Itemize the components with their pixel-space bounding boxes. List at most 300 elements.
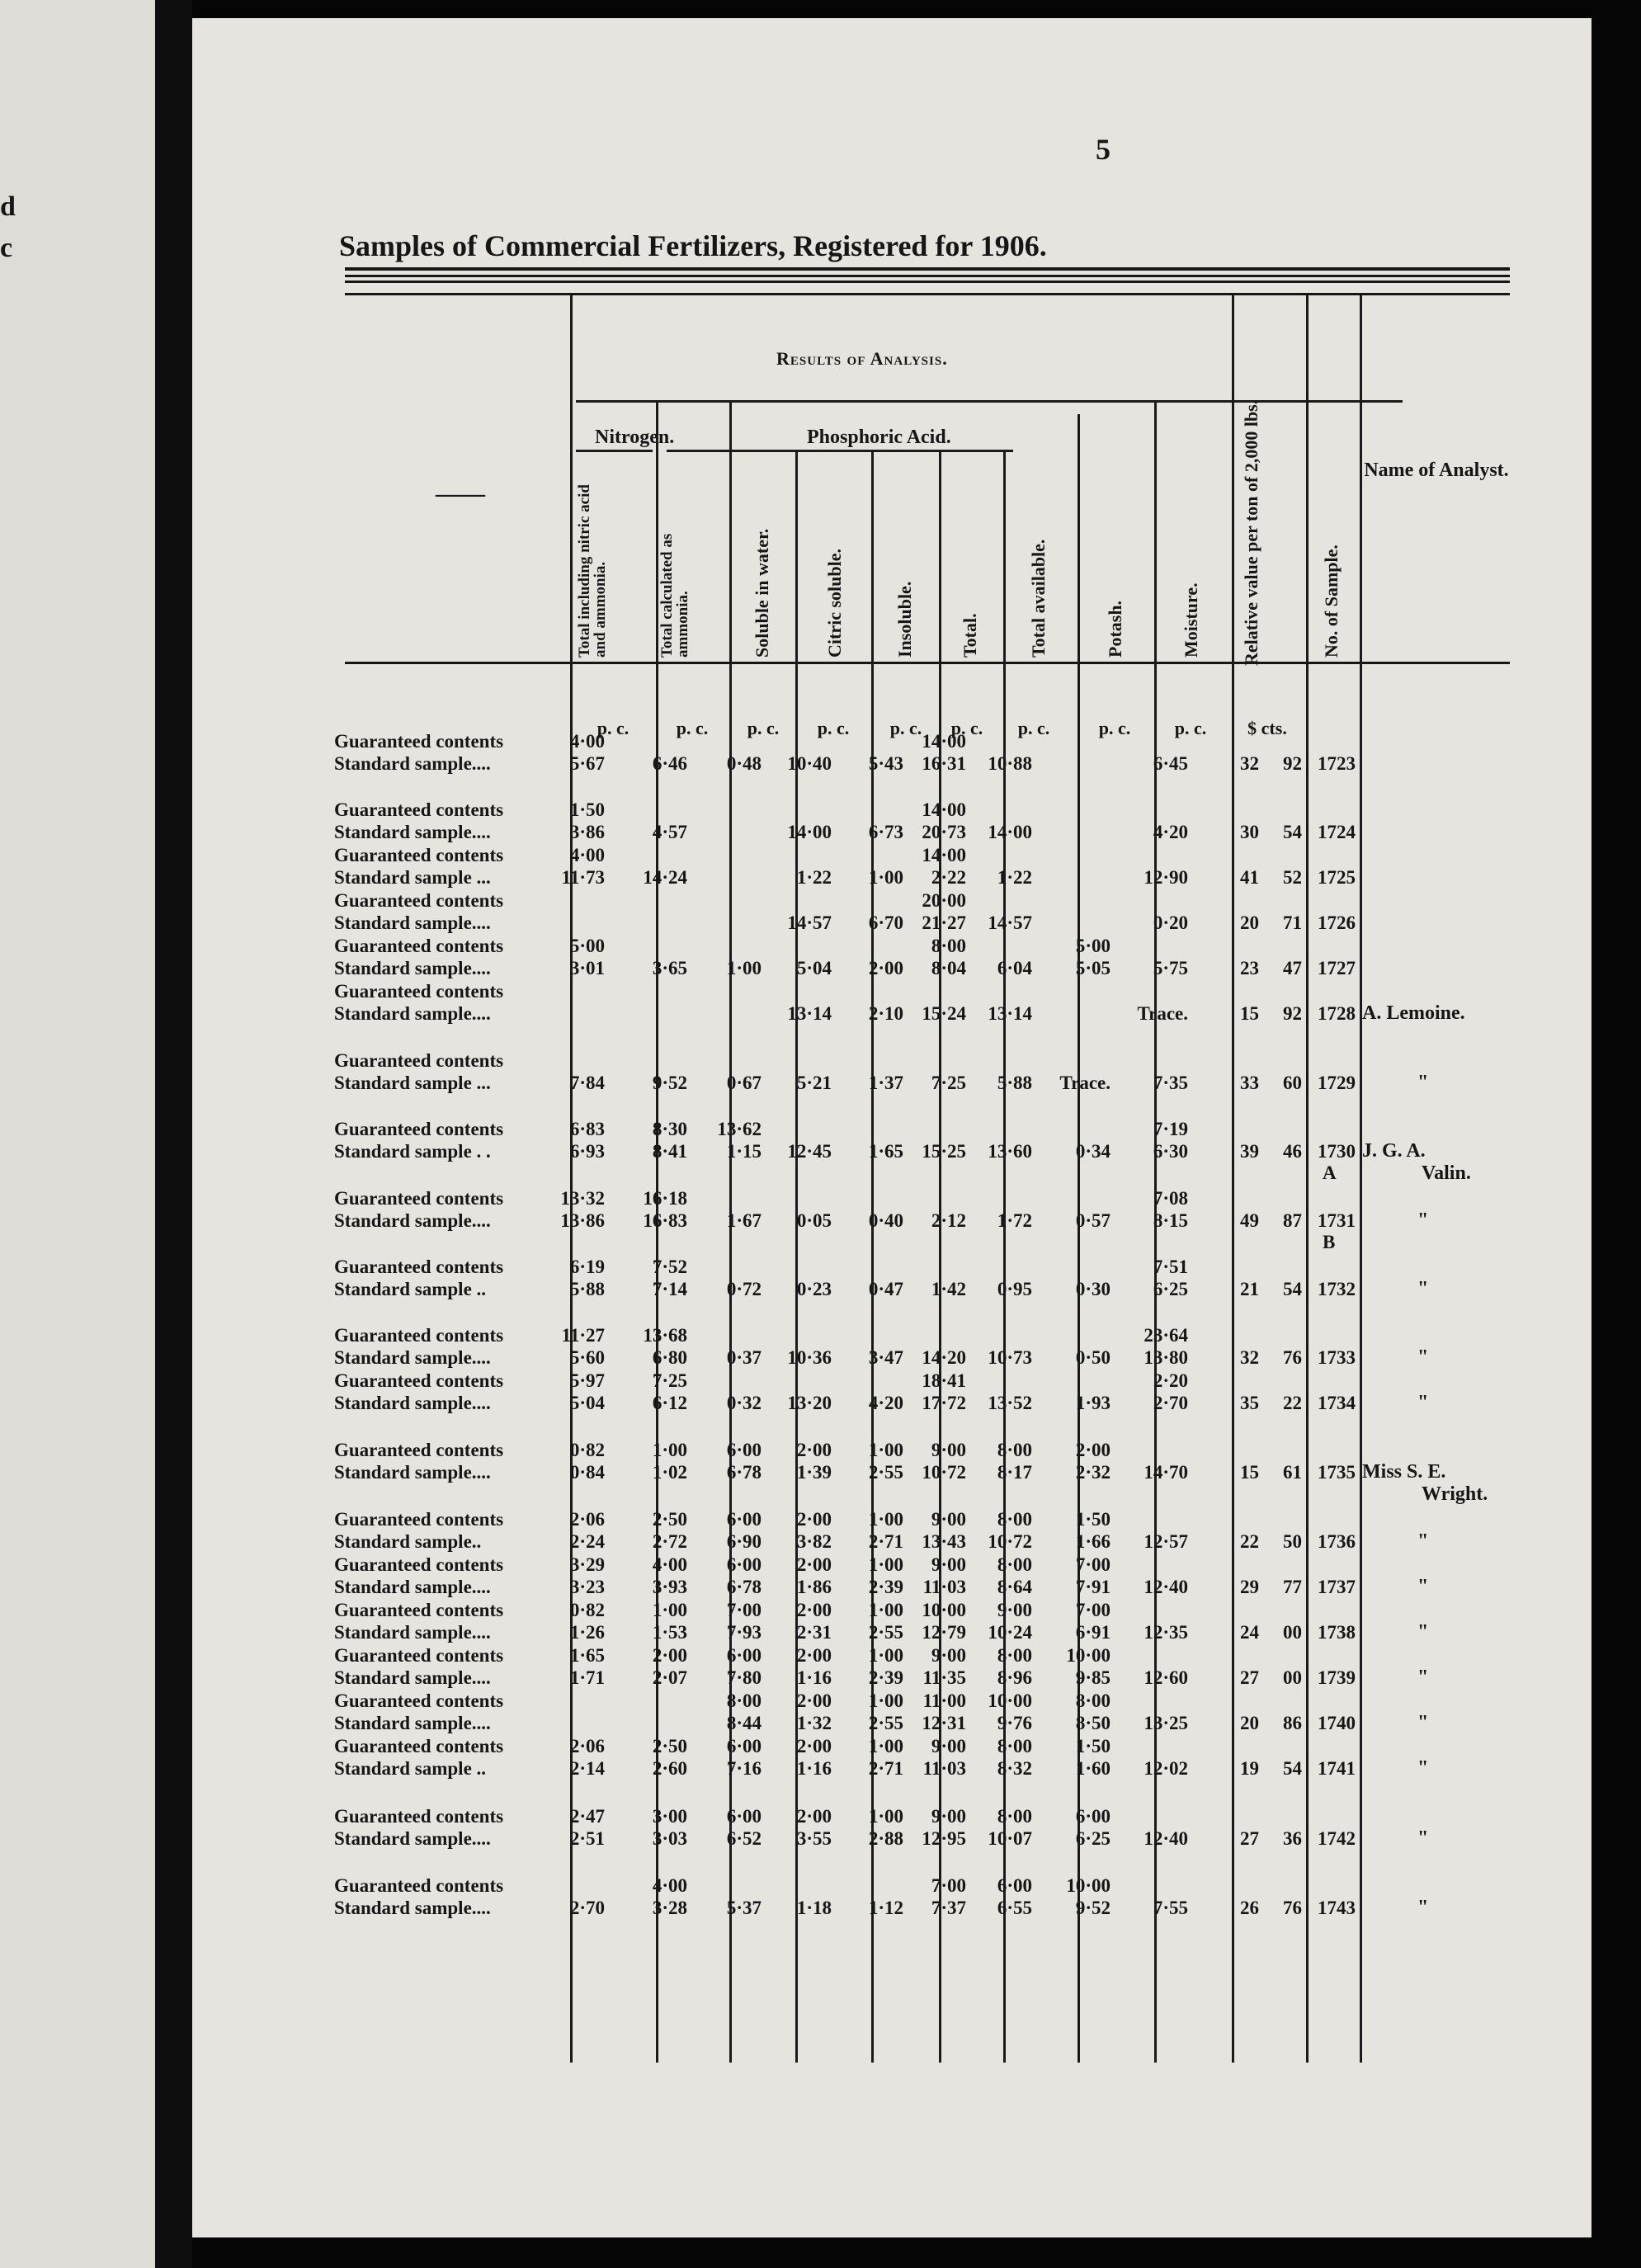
table-cell: 6·83 (569, 1119, 605, 1139)
table-cell: 10·24 (988, 1622, 1032, 1643)
table-cell: 1723 (1318, 753, 1356, 774)
table-cell: 8·00 (931, 936, 966, 956)
table-cell: 2·00 (868, 958, 903, 978)
table-cell: 71 (1283, 912, 1302, 933)
table-cell: 8·00 (1075, 1690, 1111, 1711)
table-cell: 54 (1283, 1279, 1302, 1299)
table-cell: 9·00 (997, 1600, 1032, 1620)
table-cell: 16·83 (643, 1210, 687, 1231)
table-cell: 5·21 (796, 1073, 832, 1093)
table-cell: 13·86 (560, 1210, 605, 1231)
table-row (192, 1805, 1591, 1828)
table-cell: 15·24 (922, 1003, 966, 1024)
table-cell: 1725 (1318, 867, 1356, 888)
table-row (192, 1118, 1591, 1141)
table-cell: 1739 (1318, 1667, 1356, 1688)
table-cell: 1·00 (868, 1806, 903, 1827)
table-cell: 22 (1240, 1531, 1259, 1552)
table-cell: 46 (1283, 1141, 1302, 1162)
table-cell: 1742 (1318, 1828, 1356, 1849)
table-cell: 2·00 (1075, 1440, 1111, 1460)
table-cell: 8·96 (997, 1667, 1032, 1688)
col-header-moisture: Moisture. (1181, 582, 1201, 658)
row-label: Guaranteed contents (334, 890, 504, 911)
table-cell: 7·91 (1075, 1577, 1111, 1597)
table-cell: 4·00 (652, 1875, 687, 1896)
table-row (192, 1439, 1591, 1462)
table-cell: 6·00 (726, 1736, 762, 1756)
table-cell: 8·00 (726, 1690, 762, 1711)
table-cell: 13·60 (988, 1141, 1032, 1162)
table-cell: 5·04 (796, 958, 832, 978)
table-cell: 2·22 (931, 867, 966, 888)
rule-phosphoric (667, 450, 1013, 452)
table-cell: 20 (1240, 1713, 1259, 1733)
page-title: Samples of Commercial Fertilizers, Registered for 1906. (339, 229, 1047, 262)
table-cell: 1·93 (1075, 1393, 1111, 1413)
table-cell: 2·06 (569, 1509, 605, 1530)
table-cell: 86 (1283, 1713, 1302, 1733)
table-cell: 7·00 (726, 1600, 762, 1620)
table-cell: 0·84 (569, 1462, 605, 1483)
table-cell: 14·57 (787, 912, 832, 933)
row-label: Guaranteed contents (334, 1257, 504, 1277)
row-label: Standard sample.... (334, 958, 491, 978)
table-cell: 0·82 (569, 1600, 605, 1620)
table-cell: 8·50 (1075, 1713, 1111, 1733)
col-header-sample-no: No. of Sample. (1321, 545, 1342, 658)
table-cell: 12·95 (922, 1828, 966, 1849)
unit-label: p. c. (747, 718, 780, 738)
table-cell: 13·25 (1144, 1713, 1188, 1733)
table-cell: 1·50 (1075, 1736, 1111, 1756)
table-cell: 6·04 (997, 958, 1032, 978)
table-cell: 5·43 (868, 753, 903, 774)
table-cell: 1·00 (652, 1600, 687, 1620)
results-header: Results of Analysis. (776, 348, 948, 369)
table-cell: 54 (1283, 1758, 1302, 1779)
table-cell: 2·00 (796, 1645, 832, 1666)
table-cell: 6·12 (652, 1393, 687, 1413)
row-label: Guaranteed contents (334, 1050, 504, 1071)
table-cell: 12·02 (1144, 1758, 1188, 1779)
table-cell: 1·37 (868, 1073, 903, 1093)
table-cell: 11·03 (922, 1577, 966, 1597)
table-cell: 4·00 (652, 1554, 687, 1575)
table-cell: 10·00 (1066, 1645, 1111, 1666)
table-cell: 3·82 (796, 1531, 832, 1552)
table-cell: 8·15 (1153, 1210, 1188, 1231)
table-cell: 17·72 (922, 1393, 966, 1413)
row-label: Standard sample.... (334, 1393, 491, 1413)
table-cell: 8·00 (997, 1645, 1032, 1666)
table-cell: 6·52 (726, 1828, 762, 1849)
unit-label: p. c. (950, 718, 983, 738)
table-cell: 5·00 (569, 936, 605, 956)
table-row (192, 1256, 1591, 1279)
table-cell: 7·16 (726, 1758, 762, 1779)
table-cell: 10·07 (988, 1828, 1032, 1849)
table-cell: 1·02 (652, 1462, 687, 1483)
table-cell: 15·25 (922, 1141, 966, 1162)
table-cell: 1·22 (997, 867, 1032, 888)
table-cell: 8·00 (997, 1806, 1032, 1827)
table-cell: 21·27 (922, 912, 966, 933)
table-cell: 5·97 (569, 1370, 605, 1391)
table-cell: 1·00 (868, 1645, 903, 1666)
table-cell: 50 (1283, 1531, 1302, 1552)
table-cell: 14·00 (922, 845, 966, 865)
table-cell: 6·46 (652, 753, 687, 774)
table-cell: 2·00 (796, 1806, 832, 1827)
table-cell: 6·00 (726, 1645, 762, 1666)
table-cell: Trace. (1059, 1073, 1111, 1093)
table-row (192, 1827, 1591, 1851)
table-row (192, 1599, 1591, 1622)
table-cell: 24 (1240, 1622, 1259, 1643)
phosphoric-header: Phosphoric Acid. (807, 427, 951, 448)
table-cell: 3·93 (652, 1577, 687, 1597)
table-cell: 4·57 (652, 822, 687, 842)
table-cell: 1·00 (868, 1690, 903, 1711)
table-cell: 0·23 (796, 1279, 832, 1299)
table-cell: 2·00 (652, 1645, 687, 1666)
table-cell: 7·00 (1075, 1554, 1111, 1575)
table-cell: 0·47 (868, 1279, 903, 1299)
table-cell: 2·50 (652, 1736, 687, 1756)
table-cell: 8·00 (997, 1554, 1032, 1575)
table-row (192, 935, 1591, 958)
table-cell: 10·72 (922, 1462, 966, 1483)
table-cell: 1734 (1318, 1393, 1356, 1413)
table-cell: 15 (1240, 1462, 1259, 1483)
table-cell: 14·24 (643, 867, 687, 888)
table-cell: 10·00 (1066, 1875, 1111, 1896)
row-label: Guaranteed contents (334, 731, 504, 752)
table-cell: 9·00 (931, 1736, 966, 1756)
table-cell: 2·00 (796, 1440, 832, 1460)
table-cell: 2·32 (1075, 1462, 1111, 1483)
table-cell: 13·14 (787, 1003, 832, 1024)
table-cell: 7·25 (652, 1370, 687, 1391)
table-cell: 1·00 (726, 958, 762, 978)
table-cell: 14·70 (1144, 1462, 1188, 1483)
left-page-margin (0, 0, 155, 2268)
table-cell: 1·50 (569, 799, 605, 820)
table-cell: 14·00 (922, 799, 966, 820)
table-cell: 3·47 (868, 1347, 903, 1368)
table-cell: 15 (1240, 1003, 1259, 1024)
row-label: Standard sample.... (334, 912, 491, 933)
table-cell: 6·78 (726, 1462, 762, 1483)
table-cell: 10·00 (922, 1600, 966, 1620)
table-cell: 27 (1240, 1828, 1259, 1849)
table-cell: 1738 (1318, 1622, 1356, 1643)
analyst-name: " (1417, 1072, 1429, 1093)
document-page (192, 18, 1591, 2237)
table-cell: 11·00 (922, 1690, 966, 1711)
table-cell: 9·00 (931, 1554, 966, 1575)
table-cell: 7·51 (1153, 1257, 1188, 1277)
table-cell: 8·00 (997, 1509, 1032, 1530)
table-cell: 19 (1240, 1758, 1259, 1779)
table-row (192, 1735, 1591, 1758)
row-label: Guaranteed contents (334, 1554, 504, 1575)
table-cell: 1727 (1318, 958, 1356, 978)
table-cell: 8·00 (997, 1440, 1032, 1460)
table-cell: 10·72 (988, 1531, 1032, 1552)
col-header-total-nitrogen: Total including nitric acid and ammonia. (576, 484, 609, 658)
row-label: Standard sample.... (334, 1347, 491, 1368)
table-cell: 4·20 (1153, 822, 1188, 842)
row-label: Standard sample . . (334, 1141, 491, 1162)
table-cell: 1731 (1318, 1210, 1356, 1231)
unit-label: p. c. (889, 718, 922, 738)
table-cell: 2·14 (569, 1758, 605, 1779)
table-cell: 36 (1283, 1828, 1302, 1849)
table-cell: 6·19 (569, 1257, 605, 1277)
table-cell: 1·00 (868, 867, 903, 888)
row-label: Guaranteed contents (334, 1325, 504, 1346)
table-cell: 1·00 (868, 1600, 903, 1620)
row-label: Guaranteed contents (334, 1440, 504, 1460)
table-cell: 2·31 (796, 1622, 832, 1643)
table-cell: 5·88 (997, 1073, 1032, 1093)
table-cell: 6·25 (1075, 1828, 1111, 1849)
table-cell: 52 (1283, 867, 1302, 888)
sample-suffix: A (1323, 1162, 1337, 1183)
table-row (192, 1392, 1591, 1415)
table-cell: 6·91 (1075, 1622, 1111, 1643)
table-cell: 4·00 (569, 731, 605, 752)
row-label: Standard sample.... (334, 1828, 491, 1849)
table-cell: 7·93 (726, 1622, 762, 1643)
table-row (192, 1667, 1591, 1690)
table-row (192, 1644, 1591, 1667)
table-cell: 2·55 (868, 1622, 903, 1643)
table-cell: 0·82 (569, 1440, 605, 1460)
row-label: Standard sample.... (334, 822, 491, 842)
table-cell: 1·86 (796, 1577, 832, 1597)
table-cell: 32 (1240, 1347, 1259, 1368)
table-cell: 9·00 (931, 1440, 966, 1460)
table-cell: 35 (1240, 1393, 1259, 1413)
table-cell: 5·00 (1075, 936, 1111, 956)
table-cell: 87 (1283, 1210, 1302, 1231)
table-cell: 2·20 (1153, 1370, 1188, 1391)
table-cell: 1·16 (796, 1667, 832, 1688)
table-cell: 13·52 (988, 1393, 1032, 1413)
table-row (192, 957, 1591, 980)
table-cell: 2·60 (652, 1758, 687, 1779)
table-row (192, 889, 1591, 912)
row-label: Standard sample.... (334, 1003, 491, 1024)
table-cell: 0·57 (1075, 1210, 1111, 1231)
table-row (192, 1530, 1591, 1554)
col-header-relative-value: Relative value per ton of 2,000 lbs. (1241, 399, 1261, 666)
table-cell: 8·00 (997, 1736, 1032, 1756)
table-cell: 13·68 (643, 1325, 687, 1346)
table-cell: 30 (1240, 822, 1259, 842)
table-cell: 26 (1240, 1898, 1259, 1918)
table-cell: 29 (1240, 1577, 1259, 1597)
table-cell: 1·67 (726, 1210, 762, 1231)
table-cell: 6·78 (726, 1577, 762, 1597)
row-label: Standard sample.... (334, 1210, 491, 1231)
table-cell: 12·45 (787, 1141, 832, 1162)
table-cell: 2·06 (569, 1736, 605, 1756)
table-cell: 77 (1283, 1577, 1302, 1597)
col-header-ammonia: Total calculated as ammonia. (658, 533, 691, 658)
table-cell: 20·00 (922, 890, 966, 911)
table-cell: 2·39 (868, 1667, 903, 1688)
table-cell: 13·80 (1144, 1347, 1188, 1368)
table-cell: 13·14 (988, 1003, 1032, 1024)
row-label: Standard sample ... (334, 867, 491, 888)
table-cell: 13·20 (787, 1393, 832, 1413)
table-cell: 6·55 (997, 1898, 1032, 1918)
table-cell: 2·10 (868, 1003, 903, 1024)
table-cell: 0·37 (726, 1347, 762, 1368)
table-cell: 27 (1240, 1667, 1259, 1688)
unit-label: p. c. (1098, 718, 1131, 738)
table-cell: 2·24 (569, 1531, 605, 1552)
table-cell: 32 (1240, 753, 1259, 774)
table-cell: 9·76 (997, 1713, 1032, 1733)
analyst-name: " (1417, 1209, 1429, 1231)
table-cell: 5·05 (1075, 958, 1111, 978)
table-row (192, 1049, 1591, 1073)
row-label: Standard sample ... (334, 1073, 491, 1093)
table-cell: 1·16 (796, 1758, 832, 1779)
table-cell: 0·50 (1075, 1347, 1111, 1368)
table-cell: 12·40 (1144, 1828, 1188, 1849)
table-cell: 1·00 (652, 1440, 687, 1460)
table-cell: 1737 (1318, 1577, 1356, 1597)
analyst-header: Name of Analyst. (1364, 460, 1509, 481)
col-header-total-available: Total available. (1028, 539, 1049, 658)
row-label: Guaranteed contents (334, 1736, 504, 1756)
table-cell: 0·95 (997, 1279, 1032, 1299)
table-cell: 5·04 (569, 1393, 605, 1413)
table-cell: 1·00 (868, 1736, 903, 1756)
analyst-name: " (1417, 1757, 1429, 1779)
table-cell: 18·41 (922, 1370, 966, 1391)
unit-label: p. c. (676, 718, 709, 738)
table-cell: 8·04 (931, 958, 966, 978)
analyst-name: " (1417, 1712, 1429, 1733)
table-cell: 5·88 (569, 1279, 605, 1299)
row-label: Guaranteed contents (334, 1370, 504, 1391)
table-row (192, 1897, 1591, 1920)
table-cell: 00 (1283, 1622, 1302, 1643)
column-line (1306, 295, 1309, 2063)
table-cell: 2·50 (652, 1509, 687, 1530)
table-cell: 1732 (1318, 1279, 1356, 1299)
table-cell: 2·55 (868, 1713, 903, 1733)
table-cell: 2·00 (796, 1554, 832, 1575)
table-cell: 7·80 (726, 1667, 762, 1688)
rule-header-bottom (345, 662, 1510, 664)
table-cell: 92 (1283, 1003, 1302, 1024)
table-cell: 13·32 (560, 1188, 605, 1209)
table-row (192, 1508, 1591, 1531)
table-cell: 6·00 (726, 1509, 762, 1530)
analyst-name: " (1417, 1346, 1429, 1368)
table-row (192, 1690, 1591, 1713)
table-cell: 2·00 (796, 1600, 832, 1620)
table-cell: 1730 (1318, 1141, 1356, 1162)
table-cell: 76 (1283, 1347, 1302, 1368)
table-row (192, 1874, 1591, 1898)
table-cell: 14·57 (988, 912, 1032, 933)
table-row (192, 980, 1591, 1003)
table-cell: 22 (1283, 1393, 1302, 1413)
table-cell: 6·00 (726, 1806, 762, 1827)
table-cell: 1728 (1318, 1003, 1356, 1024)
row-label: Standard sample.... (334, 1713, 491, 1733)
analyst-name: Miss S. E. (1362, 1461, 1446, 1483)
table-cell: 0·67 (726, 1073, 762, 1093)
table-cell: 8·30 (652, 1119, 687, 1139)
table-cell: 21 (1240, 1279, 1259, 1299)
analyst-name: " (1417, 1827, 1429, 1849)
row-label: Standard sample .. (334, 1279, 487, 1299)
table-cell: 8·17 (997, 1462, 1032, 1483)
table-cell: 12·40 (1144, 1577, 1188, 1597)
row-label: Guaranteed contents (334, 936, 504, 956)
table-cell: 76 (1283, 1898, 1302, 1918)
table-cell: 9·52 (1075, 1898, 1111, 1918)
table-cell: 6·30 (1153, 1141, 1188, 1162)
table-cell: 60 (1283, 1073, 1302, 1093)
table-row (192, 1554, 1591, 1577)
table-cell: 8·64 (997, 1577, 1032, 1597)
table-cell: 6·73 (868, 822, 903, 842)
table-cell: 1·32 (796, 1713, 832, 1733)
table-row (192, 1346, 1591, 1370)
table-cell: 61 (1283, 1462, 1302, 1483)
table-cell: 16·18 (643, 1188, 687, 1209)
table-row (192, 752, 1591, 776)
table-cell: 1·71 (569, 1667, 605, 1688)
table-cell: 1·18 (796, 1898, 832, 1918)
table-cell: 1·72 (997, 1210, 1032, 1231)
table-row (192, 1576, 1591, 1599)
row-label: Guaranteed contents (334, 799, 504, 820)
table-cell: 12·35 (1144, 1622, 1188, 1643)
table-cell: 12·31 (922, 1713, 966, 1733)
row-label: Guaranteed contents (334, 1119, 504, 1139)
table-cell: 2·07 (652, 1667, 687, 1688)
table-cell: 2·47 (569, 1806, 605, 1827)
table-cell: 0·20 (1153, 912, 1188, 933)
table-cell: 6·25 (1153, 1279, 1188, 1299)
table-cell: 7·52 (652, 1257, 687, 1277)
table-cell: 2·00 (796, 1690, 832, 1711)
table-cell: 11·35 (922, 1667, 966, 1688)
table-cell: 5·60 (569, 1347, 605, 1368)
row-label: Standard sample.... (334, 753, 491, 774)
table-cell: 9·00 (931, 1509, 966, 1530)
table-cell: 2·71 (868, 1531, 903, 1552)
table-cell: 7·00 (1075, 1600, 1111, 1620)
table-cell: 1·65 (868, 1141, 903, 1162)
table-cell: 6·93 (569, 1141, 605, 1162)
table-row (192, 866, 1591, 889)
analyst-name: " (1417, 1621, 1429, 1643)
analyst-name: Wright. (1422, 1483, 1488, 1505)
